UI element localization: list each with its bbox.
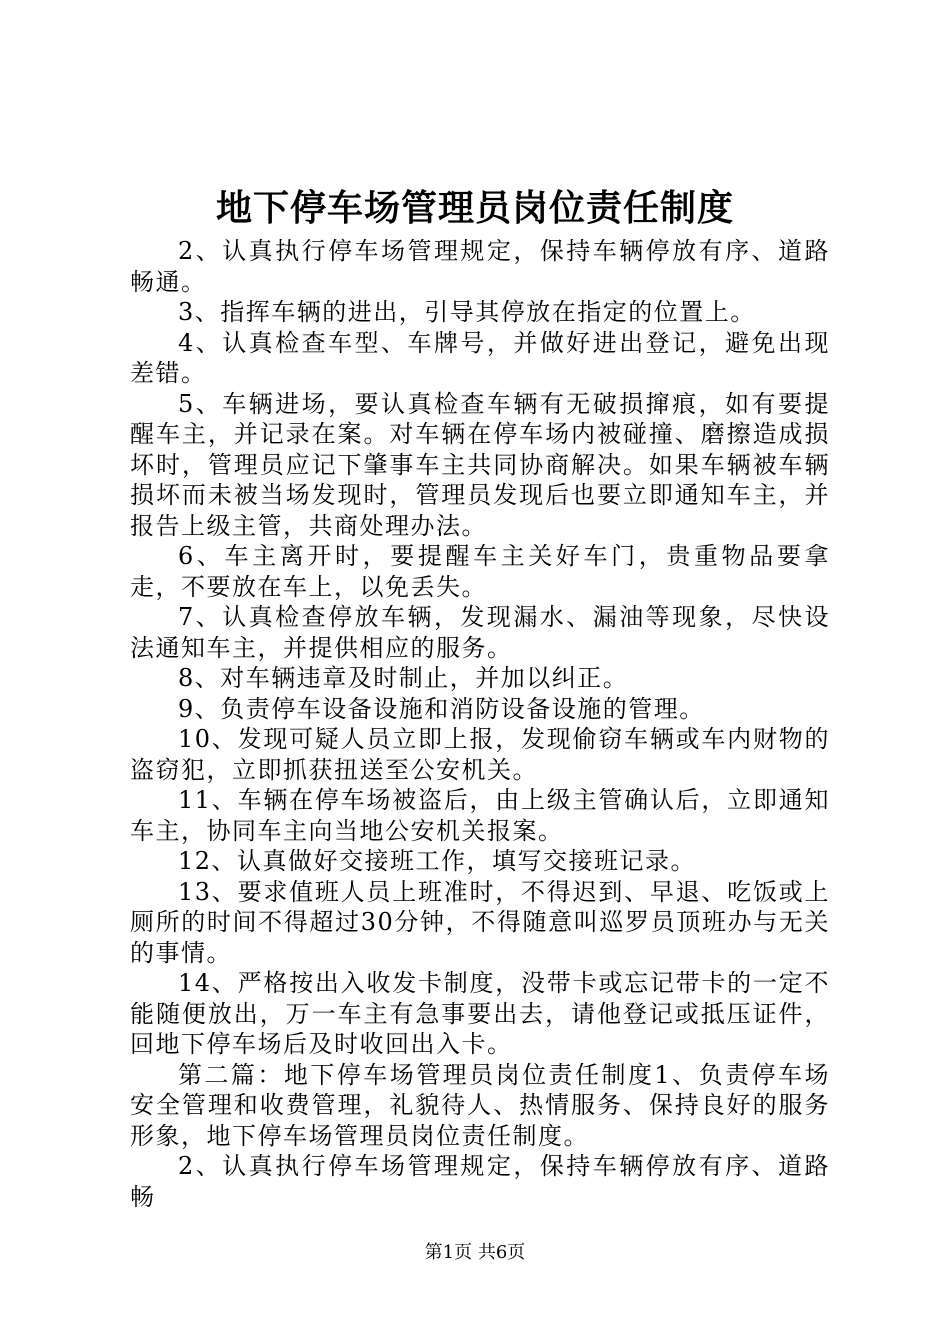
paragraph: 10、发现可疑人员立即上报，发现偷窃车辆或车内财物的盗窃犯，立即抓获扭送至公安机关。 bbox=[130, 725, 830, 784]
paragraph: 8、对车辆违章及时制止，并加以纠正。 bbox=[178, 664, 629, 692]
paragraph: 第二篇：地下停车场管理员岗位责任制度1、负责停车场安全管理和收费管理，礼貌待人、热情服务、保持良好的服务形象，地下停车场管理员岗位责任制度。 bbox=[130, 1060, 830, 1150]
paragraph: 2、认真执行停车场管理规定，保持车辆停放有序、道路畅 bbox=[130, 1152, 830, 1211]
paragraph: 13、要求值班人员上班准时，不得迟到、早退、吃饭或上厕所的时间不得超过30分钟，不得随意叫巡罗员顶班办与无关的事情。 bbox=[130, 877, 830, 967]
paragraph: 11、车辆在停车场被盗后，由上级主管确认后，立即通知车主，协同车主向当地公安机关报案。 bbox=[130, 786, 830, 845]
paragraph: 3、指挥车辆的进出，引导其停放在指定的位置上。 bbox=[178, 298, 756, 326]
paragraph: 12、认真做好交接班工作，填写交接班记录。 bbox=[178, 847, 697, 875]
paragraph: 6、车主离开时，要提醒车主关好车门，贵重物品要拿走，不要放在车上，以免丢失。 bbox=[130, 542, 830, 601]
paragraph: 14、严格按出入收发卡制度，没带卡或忘记带卡的一定不能随便放出，万一车主有急事要出去，请他登记或抵压证件，回地下停车场后及时收回出入卡。 bbox=[130, 969, 830, 1058]
document-title: 地下停车场管理员岗位责任制度 bbox=[215, 187, 734, 229]
paragraph: 9、负责停车设备设施和消防设备设施的管理。 bbox=[178, 694, 705, 723]
page-footer: 第1页 共6页 bbox=[424, 1242, 526, 1263]
paragraph: 4、认真检查车型、车牌号，并做好进出登记，避免出现差错。 bbox=[130, 328, 830, 387]
paragraph: 2、认真执行停车场管理规定，保持车辆停放有序、道路畅通。 bbox=[130, 237, 830, 296]
paragraph: 5、车辆进场，要认真检查车辆有无破损撺痕，如有要提醒车主，并记录在案。对车辆在停车场内被碰撞、磨擦造成损坏时，管理员应记下肇事车主共同协商解决。如果车辆被车辆损坏而未被当场发现时，管理员发现后也要立即通知车主，并报告上级主管，共商处理办法。 bbox=[130, 389, 830, 540]
document-body bbox=[130, 236, 830, 1212]
paragraph: 7、认真检查停放车辆，发现漏水、漏油等现象，尽快设法通知车主，并提供相应的服务。 bbox=[130, 603, 830, 662]
